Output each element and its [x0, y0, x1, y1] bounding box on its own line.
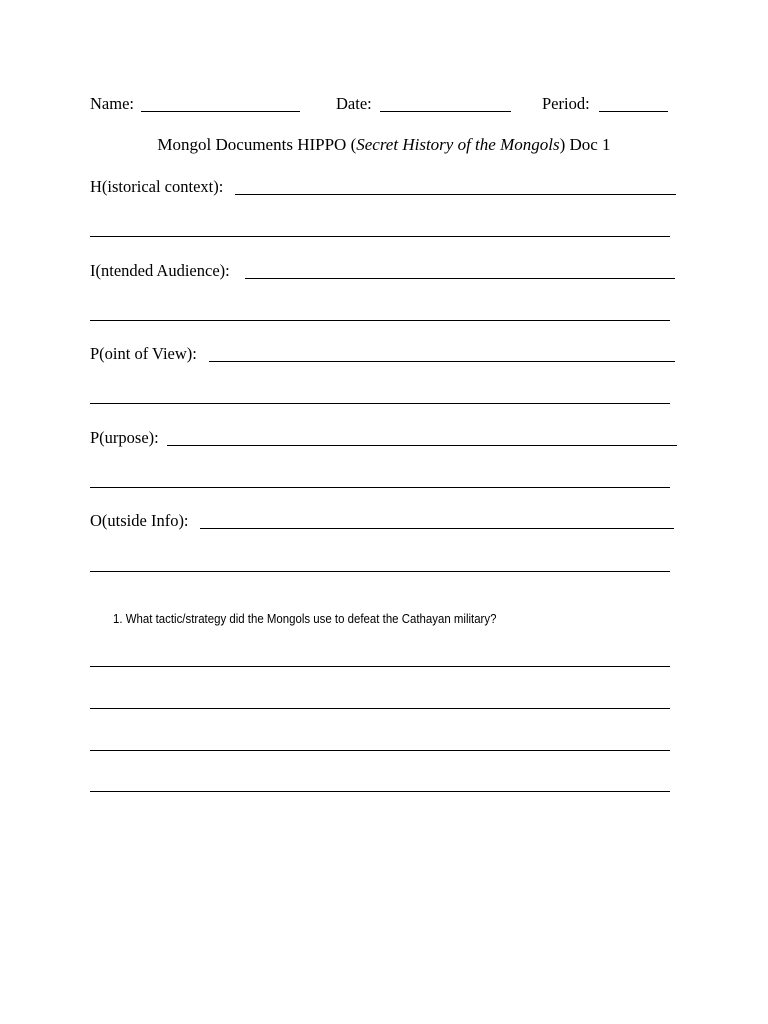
- answer-line-2[interactable]: [90, 708, 670, 709]
- intended-audience-label: I(ntended Audience):: [90, 261, 230, 280]
- answer-line-4[interactable]: [90, 791, 670, 792]
- point-of-view-line-1[interactable]: [209, 361, 675, 362]
- title-suffix: ) Doc 1: [559, 135, 611, 154]
- period-label: Period:: [542, 94, 590, 113]
- purpose-line-1[interactable]: [167, 445, 677, 446]
- outside-info-line-1[interactable]: [200, 528, 674, 529]
- period-blank-line[interactable]: [599, 111, 668, 112]
- purpose-line-2[interactable]: [90, 487, 670, 488]
- answer-line-1[interactable]: [90, 666, 670, 667]
- outside-info-label: O(utside Info):: [90, 511, 189, 530]
- title-prefix: Mongol Documents HIPPO (: [157, 135, 357, 154]
- question-text: What tactic/strategy did the Mongols use to defeat the Cathayan military?: [125, 611, 497, 626]
- historical-context-line-2[interactable]: [90, 236, 670, 237]
- date-blank-line[interactable]: [380, 111, 511, 112]
- purpose-label: P(urpose):: [90, 428, 159, 447]
- historical-context-label: H(istorical context):: [90, 177, 224, 196]
- name-blank-line[interactable]: [141, 111, 300, 112]
- intended-audience-line-1[interactable]: [245, 278, 675, 279]
- name-label: Name:: [90, 94, 134, 113]
- title-italic: Secret History of the Mongols: [356, 135, 560, 154]
- point-of-view-label: P(oint of View):: [90, 344, 197, 363]
- outside-info-line-2[interactable]: [90, 571, 670, 572]
- date-label: Date:: [336, 94, 372, 113]
- historical-context-line-1[interactable]: [235, 194, 676, 195]
- question-1: [113, 611, 496, 627]
- page-title: [0, 135, 768, 155]
- point-of-view-line-2[interactable]: [90, 403, 670, 404]
- intended-audience-line-2[interactable]: [90, 320, 670, 321]
- question-number: 1.: [113, 611, 123, 626]
- answer-line-3[interactable]: [90, 750, 670, 751]
